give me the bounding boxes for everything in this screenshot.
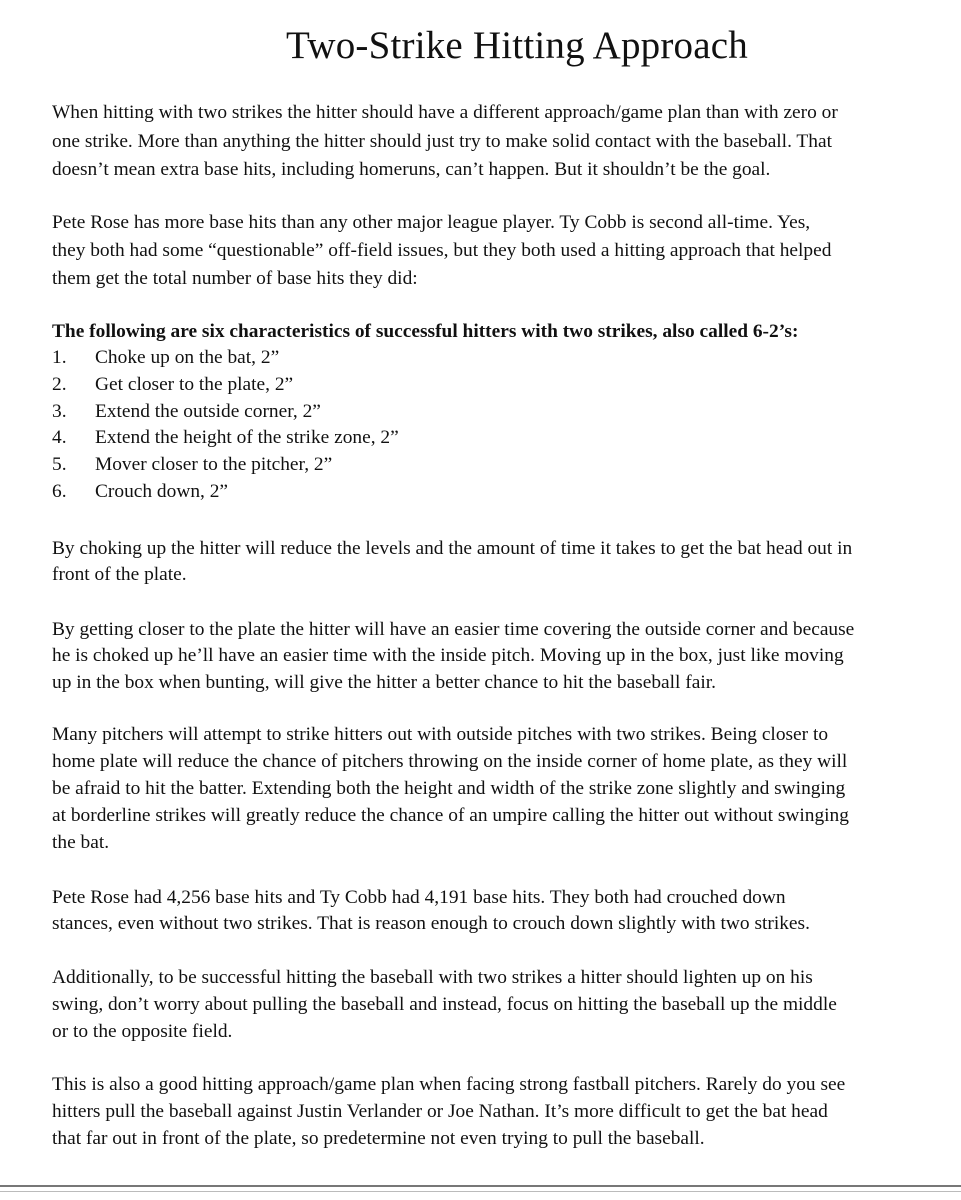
bottom-divider-secondary — [0, 1191, 961, 1192]
paragraph-5-line-4: at borderline strikes will greatly reduce the chance of an umpire calling the hitter out without swinging — [52, 805, 849, 826]
list-item-number: 2. — [52, 374, 67, 395]
paragraph-3-line-1: By choking up the hitter will reduce the levels and the amount of time it takes to get the bat head out in — [52, 538, 853, 559]
paragraph-1-line-3: doesn’t mean extra base hits, including homeruns, can’t happen. But it shouldn’t be the goal. — [52, 159, 771, 180]
list-item — [52, 480, 228, 504]
paragraph-8-line-1: This is also a good hitting approach/game plan when facing strong fastball pitchers. Rarely do you see — [52, 1074, 846, 1095]
paragraph-7-line-2: swing, don’t worry about pulling the baseball and instead, focus on hitting the baseball up the middle — [52, 994, 837, 1015]
list-item — [52, 400, 321, 424]
paragraph-2-line-1: Pete Rose has more base hits than any other major league player. Ty Cobb is second all-time. Yes, — [52, 212, 811, 233]
list-item-number: 6. — [52, 481, 67, 502]
list-item — [52, 426, 399, 450]
paragraph-8-line-2: hitters pull the baseball against Justin Verlander or Joe Nathan. It’s more difficult to get the bat head — [52, 1101, 828, 1122]
paragraph-4-line-2: he is choked up he’ll have an easier time with the inside pitch. Moving up in the box, just like moving — [52, 645, 844, 666]
paragraph-5-line-2: home plate will reduce the chance of pitchers throwing on the inside corner of home plate, as they will — [52, 751, 848, 772]
page-title: Two-Strike Hitting Approach — [286, 24, 748, 67]
paragraph-5-line-3: be afraid to hit the batter. Extending both the height and width of the strike zone slightly and swinging — [52, 778, 846, 799]
list-heading: The following are six characteristics of successful hitters with two strikes, also called 6-2’s: — [52, 321, 799, 342]
list-item-text: Extend the height of the strike zone, 2” — [95, 427, 399, 448]
list-item-text: Crouch down, 2” — [95, 481, 229, 502]
list-item-text: Mover closer to the pitcher, 2” — [95, 454, 333, 475]
paragraph-1-line-1: When hitting with two strikes the hitter should have a different approach/game plan than with zero or — [52, 102, 838, 123]
bottom-divider — [0, 1185, 961, 1187]
list-item-text: Choke up on the bat, 2” — [95, 347, 280, 368]
list-item-text: Get closer to the plate, 2” — [95, 374, 294, 395]
paragraph-1-line-2: one strike. More than anything the hitter should just try to make solid contact with the baseball. That — [52, 131, 832, 152]
paragraph-2-line-2: they both had some “questionable” off-field issues, but they both used a hitting approach that helped — [52, 240, 832, 261]
list-item-number: 1. — [52, 347, 67, 368]
paragraph-6-line-2: stances, even without two strikes. That is reason enough to crouch down slightly with two strikes. — [52, 913, 810, 934]
list-item-number: 3. — [52, 401, 67, 422]
paragraph-7-line-3: or to the opposite field. — [52, 1021, 233, 1042]
paragraph-4-line-1: By getting closer to the plate the hitter will have an easier time covering the outside corner and because — [52, 619, 855, 640]
paragraph-6-line-1: Pete Rose had 4,256 base hits and Ty Cobb had 4,191 base hits. They both had crouched down — [52, 887, 786, 908]
paragraph-2-line-3: them get the total number of base hits they did: — [52, 268, 418, 289]
paragraph-3-line-2: front of the plate. — [52, 564, 187, 585]
list-item-text: Extend the outside corner, 2” — [95, 401, 321, 422]
paragraph-7-line-1: Additionally, to be successful hitting the baseball with two strikes a hitter should lighten up on his — [52, 967, 813, 988]
list-item — [52, 373, 293, 397]
paragraph-5-line-5: the bat. — [52, 832, 110, 853]
list-item-number: 4. — [52, 427, 67, 448]
list-item — [52, 346, 279, 370]
list-item-number: 5. — [52, 454, 67, 475]
paragraph-8-line-3: that far out in front of the plate, so predetermine not even trying to pull the baseball. — [52, 1128, 705, 1149]
paragraph-4-line-3: up in the box when bunting, will give the hitter a better chance to hit the baseball fair. — [52, 672, 716, 693]
paragraph-5-line-1: Many pitchers will attempt to strike hitters out with outside pitches with two strikes. Being closer to — [52, 724, 829, 745]
list-item — [52, 453, 332, 477]
